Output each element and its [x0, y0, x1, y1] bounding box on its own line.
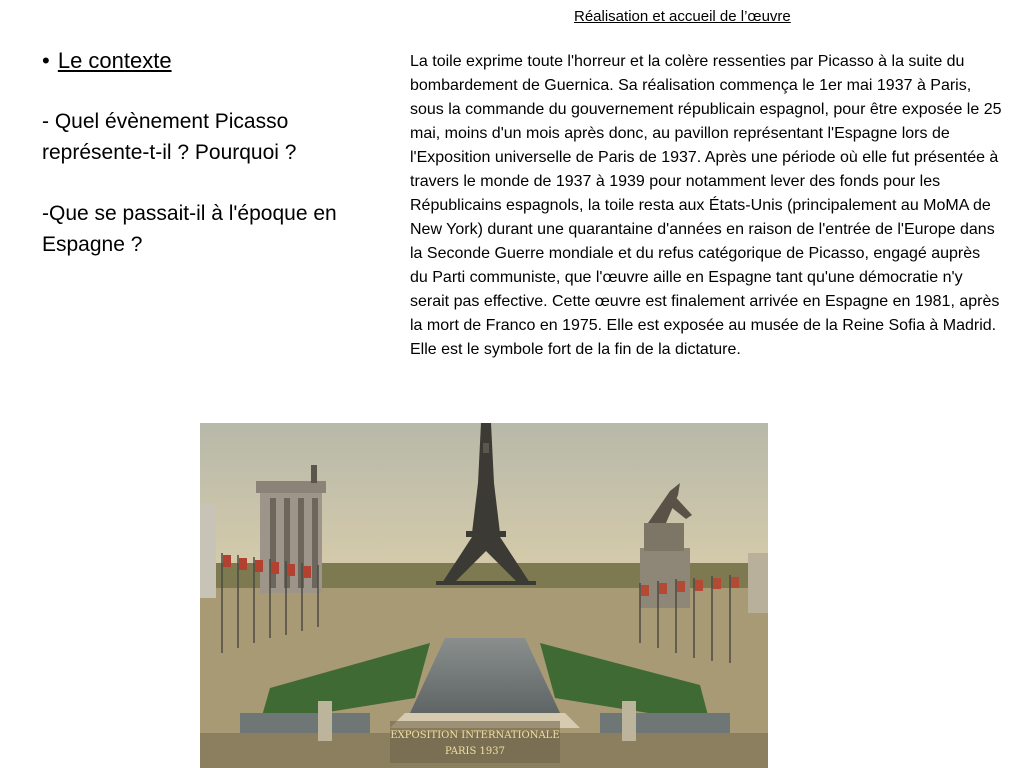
context-heading	[42, 46, 382, 76]
context-paragraph: La toile exprime toute l'horreur et la colère ressenties par Picasso à la suite du bombardement de Guernica. Sa réalisation commença le 1er mai 1937 à Paris, sous la commande du gouvernement républicain espagnol, pour être exposée le 25 mai, moins d'un mois après donc, au pavillon représentant l'Espagne lors de l'Exposition universelle de Paris de 1937. Après une période où elle fut présentée à travers le monde de 1937 à 1939 pour notamment lever des fonds pour les Républicains espagnols, la toile resta aux États-Unis (principalement au MoMA de New York) durant une quarantaine d'années en raison de l'entrée de l'Europe dans la Seconde Guerre mondiale et du refus catégorique de Picasso, engagé auprès du Parti communiste, que l'œuvre aille en Espagne tant qu'une démocratie n'y serait pas effective. Cette œuvre est finalement arrivée en Espagne en 1981, après la mort de Franco en 1975. Elle est exposée au musée de la Reine Sofia à Madrid. Elle est le symbole fort de la fin de la dictature.	[410, 53, 1002, 358]
photo-caption-line1: EXPOSITION INTERNATIONALE	[390, 730, 560, 741]
photo-caption-line2: PARIS 1937	[445, 746, 505, 757]
question-1: - Quel évènement Picasso représente-t-il ? Pourquoi ?	[42, 110, 297, 164]
bullet: •	[42, 48, 50, 73]
question-2: -Que se passait-il à l'époque en Espagne ?	[42, 202, 337, 256]
slide-header: Réalisation et accueil de l’œuvre	[574, 8, 791, 25]
context-column	[42, 46, 382, 260]
expo-1937-photo	[200, 423, 768, 768]
context-title: Le contexte	[57, 48, 172, 73]
